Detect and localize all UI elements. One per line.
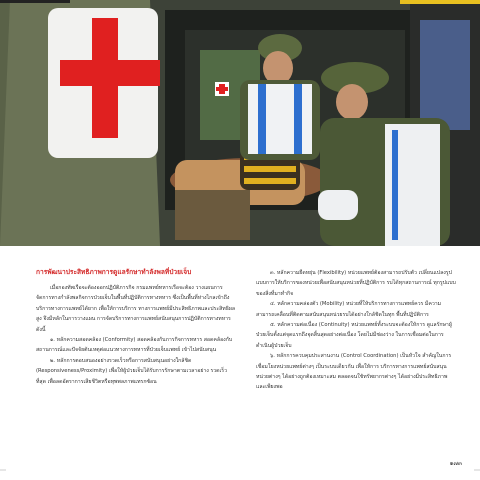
intro-paragraph: เมื่อกองทัพเรือจะต้องออกปฏิบัติภารกิจ กรมแพทย์ทหารเรือจะต้อง วางแผนการจัดการทางกำลังพลกิจการป่วยเจ็บในพื้นที่ปฏิบัติการทางทหาร ซึ่งเป็นพื้นที่ห่างไกลเข้าถึงบริการทางการแพทย์ได้ยาก เพื่อให้การบริการ ทางการแพทย์มีประสิทธิภาพและประสิทธิผลสูง จึงมีหลักในการวางแผน การจัดบริการทางการแพทย์สนับสนุนการปฏิบัติการทางทหาร ดังนี้ — [36, 285, 236, 333]
principle-responsiveness: ๒. หลักการตอบสนองอย่างรวดเร็วหรือการสนับสนุนอย่างใกล้ชิด (Responsiveness/Proximity) เพื่อให้ผู้ป่วยเจ็บได้รับการรักษาตามเวลาอย่าง รวดเร็วที่สุด เพื่อลดอัตราการเสียชีวิตหรือทุพพลภาพแทรกซ้อน — [36, 357, 228, 385]
article-heading: การพัฒนาประสิทธิภาพการดูแลรักษาทำลังพลที่ป่วยเจ็บ — [36, 268, 192, 276]
principle-flexibility: ๓. หลักความยืดหยุ่น (Flexibility) หน่วยแพทย์ต้องสามารถปรับตัว เปลี่ยนแปลงรูปแบบการให้บริการของหน่วยเพื่อสนับสนุนหน่วยที่ปฏิบัติการ รบได้ทุกสถานการณ์ ทุกรูปแบบของสิ่งที่มาทำกิจ — [256, 270, 456, 297]
page-number: ๑๗๓ — [449, 460, 462, 467]
principle-mobility: ๔. หลักความคล่องตัว (Mobility) หน่วยที่ให้บริการทางการแพทย์ควร มีความสามารถเคลื่อนที่ติดตามสนับสนุนหน่วยรบได้อย่างใกล้ชิดในทุก พื้นที่ปฏิบัติการ — [256, 301, 442, 318]
right-column — [256, 268, 456, 393]
principle-continuity: ๕. หลักความต่อเนื่อง (Continuity) หน่วยแพทย์ทั้งระบบจะต้องให้การ ดูแลรักษาผู้ป่วยเจ็บตั้งแต่จุดแรกถึงจุดสิ้นสุดอย่างต่อเนื่อง โดยไม่มีช่องว่าง ในการเชื่อมต่อในการดำเนินผู้ป่วยเจ็บ — [256, 322, 452, 349]
principle-conformity: ๑. หลักความสอดคล้อง (Conformity) สอดคล้องกับภารกิจการทหาร สอดคล้องกับสถานการณ์และปัจจัยต้นเหตุต่อแนวทางการทหารที่ป่วยเจ็บแพทย์ เข้าไปสนับสนุน — [36, 337, 233, 354]
left-column — [36, 268, 236, 387]
article-page — [0, 246, 480, 480]
principle-control-coordination: ๖. หลักการควบคุมประสานงาน (Control Coordination) เป็นหัวใจ สำคัญในการเชื่อมโยงหน่วยแพทย์ต่างๆ เป็นระบบเดียวกัน เพื่อให้การ บริการทางการแพทย์สนับสนุนหน่วยต่างๆ ได้อย่างถูกต้องเหมาะสม ตลอดจนใช้ทรัพยากรต่างๆ ได้อย่างมีประสิทธิภาพและเพียงพอ — [256, 353, 452, 391]
